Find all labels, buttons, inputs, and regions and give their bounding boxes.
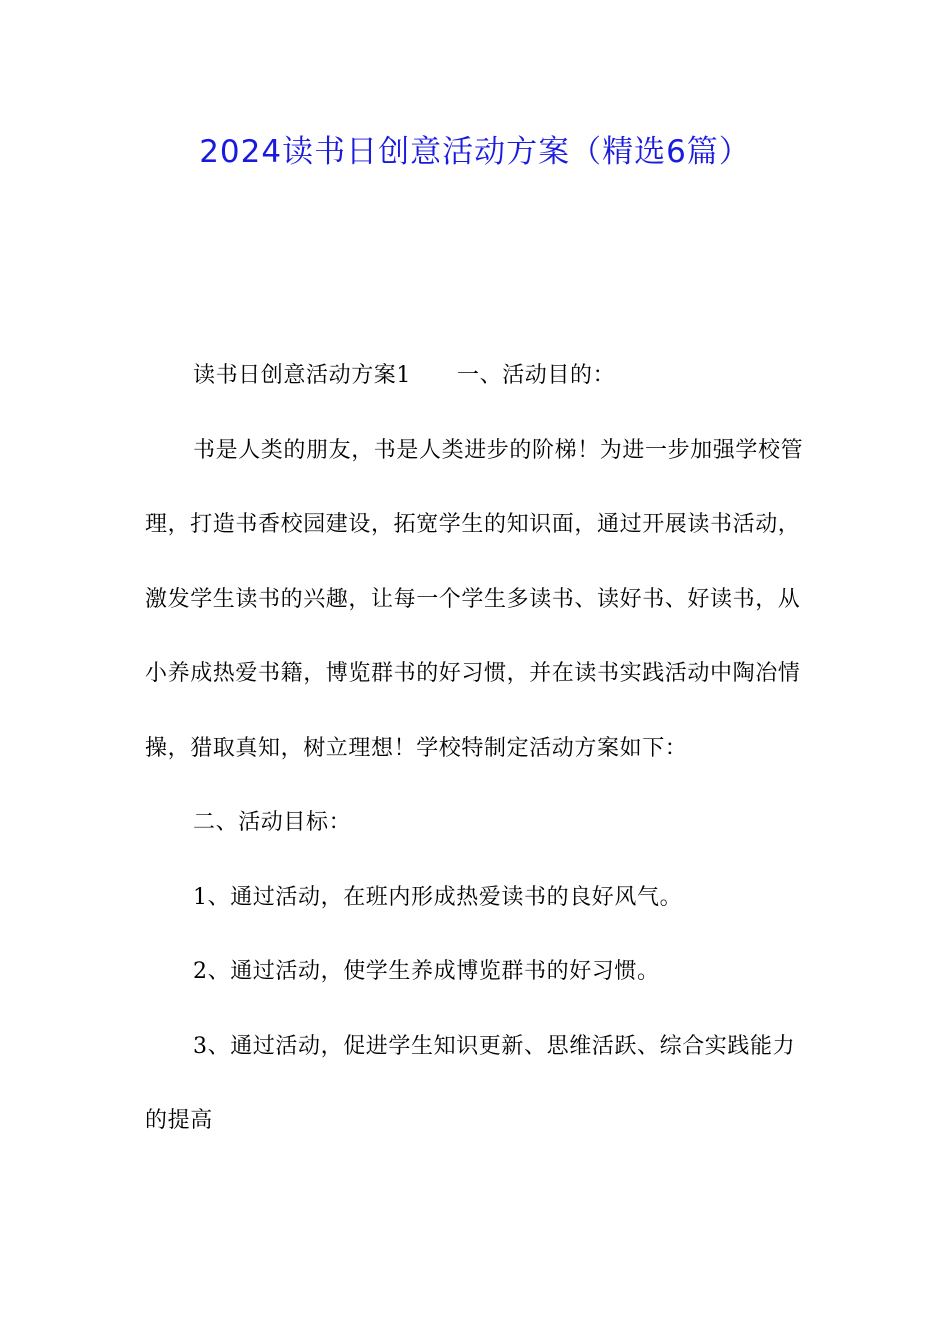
goal-item-2: 2、通过活动，使学生养成博览群书的好习惯。 — [193, 959, 660, 984]
document-title: 2024读书日创意活动方案（精选6篇） — [199, 134, 751, 170]
section-heading-goals: 二、活动目标： — [193, 810, 352, 835]
section-heading-line — [145, 339, 815, 414]
section-heading-purpose: 一、活动目的： — [457, 363, 616, 388]
paragraph-intro: 书是人类的朋友，书是人类进步的阶梯！为进一步加强学校管理，打造书香校园建设，拓宽学生的知识面，通过开展读书活动，激发学生读书的兴趣，让每一个学生多读书、读好书、好读书，从小养成热爱书籍，博览群书的好习惯，并在读书实践活动中陶冶情操，猎取真知，树立理想！学校特制定活动方案如下： — [145, 437, 804, 761]
goal-item-1: 1、通过活动，在班内形成热爱读书的良好风气。 — [193, 884, 683, 910]
document-body — [145, 339, 815, 1159]
plan-heading: 读书日创意活动方案1 — [193, 363, 411, 388]
goal-item-3: 3、通过活动，促进学生知识更新、思维活跃、综合实践能力的提高 — [145, 1033, 796, 1133]
